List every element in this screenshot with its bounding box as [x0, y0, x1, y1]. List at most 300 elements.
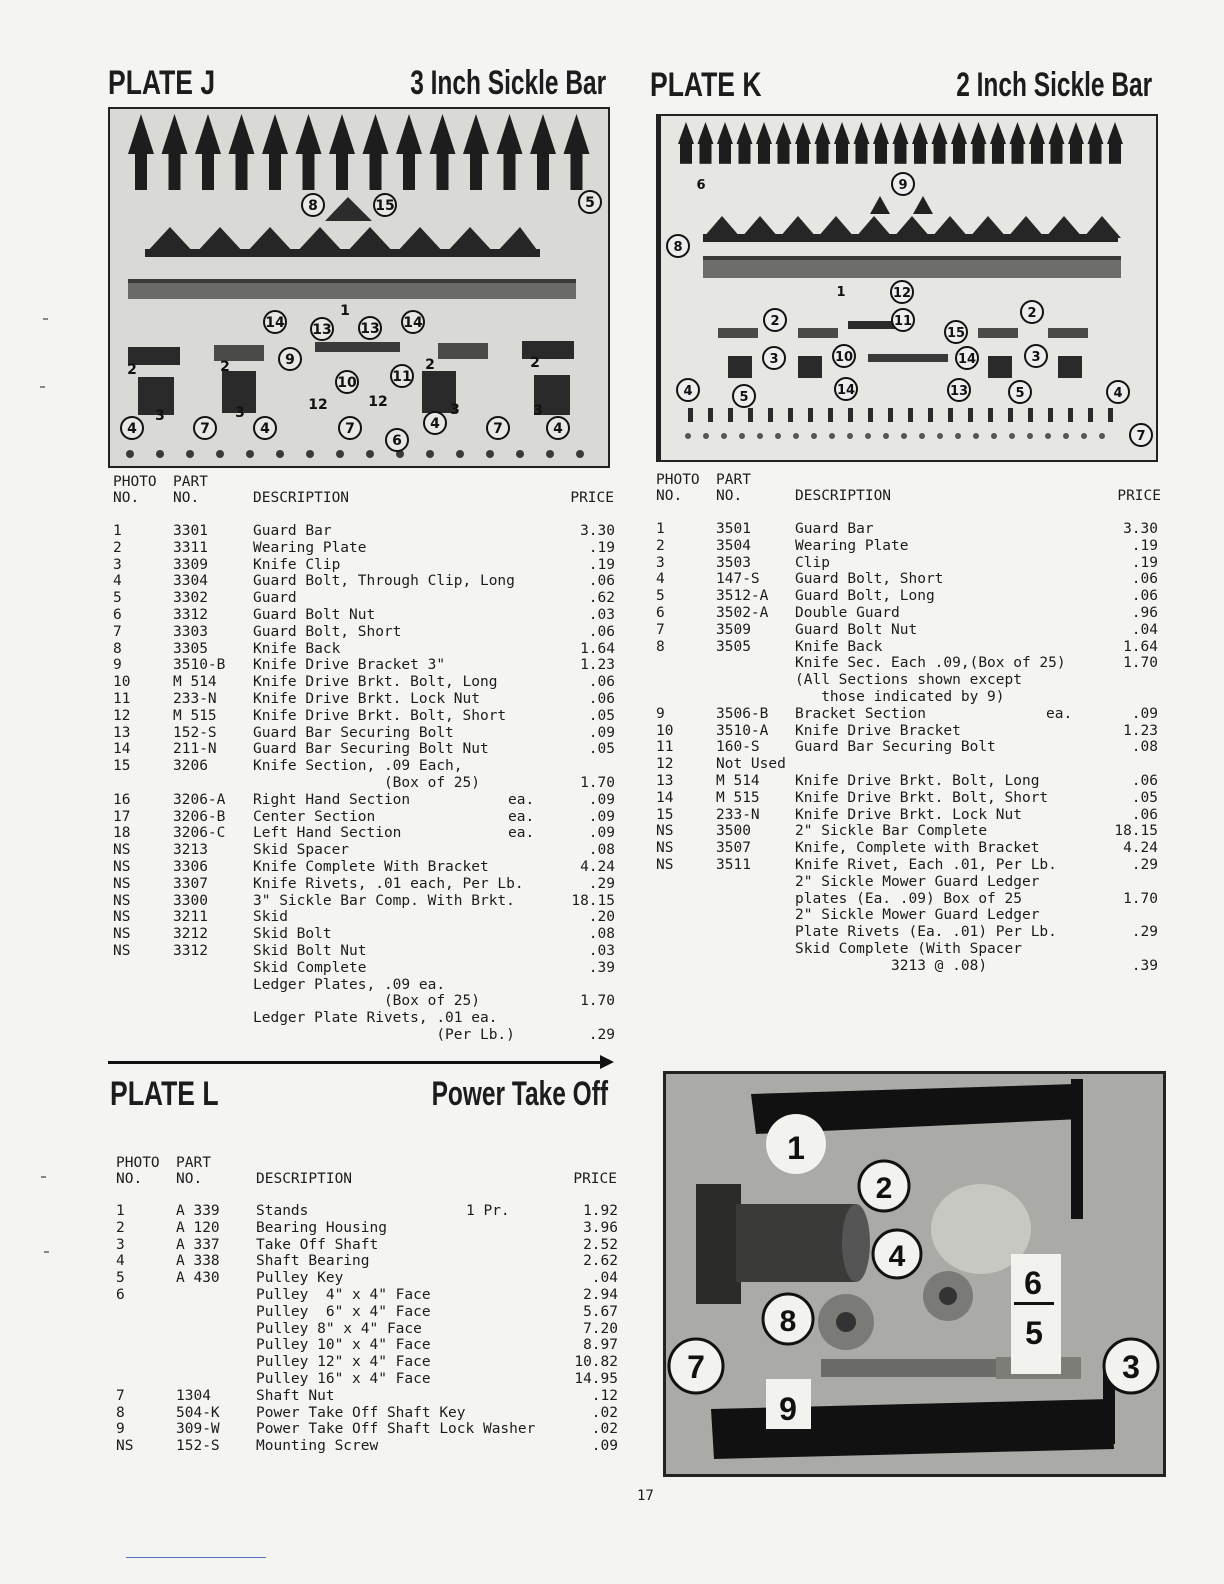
callout-3a: 3 — [769, 352, 779, 367]
table-row — [113, 708, 615, 725]
callout-14b: 14 — [836, 383, 856, 398]
callout-3d: 3 — [533, 403, 543, 419]
photo-no-cell: 18 — [113, 825, 131, 842]
photo-no-cell: 17 — [113, 808, 131, 825]
guard-shank — [1109, 144, 1121, 164]
nut — [793, 433, 799, 439]
description-cell: 2" Sickle Bar Complete — [795, 823, 988, 840]
plate-j-parts-table — [113, 523, 615, 1044]
photo-no-cell: 8 — [656, 638, 665, 655]
table-row — [656, 907, 1158, 924]
description-cell: Pulley 10" x 4" Face — [256, 1337, 431, 1354]
description-cell: Wearing Plate — [253, 539, 367, 556]
price-cell: .29 — [1131, 856, 1158, 873]
description-cell: Knife Section, .09 Each, — [253, 758, 463, 775]
photo-no-cell: NS — [113, 875, 131, 892]
part-no-cell: A 430 — [176, 1270, 220, 1287]
price-cell: .19 — [1131, 554, 1158, 571]
table-row — [113, 842, 615, 859]
part-col-label-2: NO. — [173, 490, 200, 506]
plate-k-parts-illustration — [658, 116, 1156, 460]
callout-9: 9 — [285, 352, 295, 368]
table-row — [656, 689, 1158, 706]
bolt — [788, 408, 793, 422]
description-cell: Wearing Plate — [795, 537, 909, 554]
callout-2d: 2 — [530, 355, 540, 371]
part-no-cell: 1304 — [176, 1387, 211, 1404]
table-row — [656, 555, 1158, 572]
part-no-cell: 309-W — [176, 1421, 220, 1438]
price-cell: 3.96 — [583, 1219, 618, 1236]
price-cell: 2.52 — [583, 1236, 618, 1253]
table-row — [656, 773, 1158, 790]
callout-14b: 14 — [403, 315, 423, 331]
description-cell: Pulley 12" x 4" Face — [256, 1354, 431, 1371]
price-cell: 18.15 — [571, 892, 615, 909]
part-no-cell: 152-S — [173, 724, 217, 741]
nut — [1063, 433, 1069, 439]
table-row — [116, 1253, 618, 1270]
callout-5b: 5 — [1015, 386, 1025, 401]
part-no-cell: 3212 — [173, 926, 208, 943]
part-no-cell: 3303 — [173, 623, 208, 640]
table-row — [656, 655, 1158, 672]
description-cell: Guard Bar Securing Bolt Nut — [253, 741, 489, 758]
guard-shank — [836, 144, 848, 164]
table-row — [656, 924, 1158, 941]
table-row — [113, 741, 615, 758]
photo-no-cell: NS — [113, 842, 131, 859]
price-cell: .39 — [1131, 957, 1158, 974]
price-cell: 1.23 — [580, 657, 615, 674]
nut — [829, 433, 835, 439]
callout-15: 15 — [375, 198, 395, 214]
bolt — [848, 408, 853, 422]
price-cell: 1.92 — [583, 1203, 618, 1219]
guard-shank — [1031, 144, 1043, 164]
photo-col-label: PHOTO — [116, 1155, 160, 1171]
part-no-cell: 233-N — [716, 806, 760, 823]
price-cell: 1.64 — [1123, 638, 1158, 655]
nut — [721, 433, 727, 439]
nut — [126, 450, 134, 458]
table-row — [656, 941, 1158, 958]
price-cell: .06 — [1131, 772, 1158, 789]
price-cell: .29 — [588, 1026, 615, 1043]
price-cell: .06 — [588, 690, 615, 707]
photo-no-cell: 13 — [656, 772, 674, 789]
nut — [955, 433, 961, 439]
plate-k-subtitle: 2 Inch Sickle Bar — [956, 66, 1152, 104]
unit-cell: ea. — [508, 791, 535, 808]
photo-no-cell: 15 — [656, 806, 674, 823]
callout-7c: 7 — [493, 421, 503, 437]
callout-7b: 7 — [345, 421, 355, 437]
nut — [486, 450, 494, 458]
nut — [426, 450, 434, 458]
price-cell: 8.97 — [583, 1337, 618, 1354]
nut — [1099, 433, 1105, 439]
table-row — [116, 1438, 618, 1455]
nut — [216, 450, 224, 458]
photo-no-cell: 6 — [113, 606, 122, 623]
table-row — [113, 557, 615, 574]
part-no-cell: 3507 — [716, 840, 751, 857]
description-cell: Knife Drive Brkt. Bolt, Short — [795, 789, 1049, 806]
table-row — [113, 1027, 615, 1044]
guard-shank — [1051, 144, 1063, 164]
price-cell: 1.64 — [580, 640, 615, 657]
nut — [156, 450, 164, 458]
part-no-cell: 3500 — [716, 823, 751, 840]
description-col-label: DESCRIPTION — [256, 1171, 353, 1187]
section-divider-arrow — [108, 1061, 606, 1064]
description-cell: Knife Drive Brkt. Bolt, Long — [795, 772, 1040, 789]
price-cell: 10.82 — [574, 1354, 618, 1371]
table-row — [116, 1405, 618, 1422]
part-no-cell: 3510-A — [716, 722, 769, 739]
part-no-cell: 3211 — [173, 909, 208, 926]
photo-no-cell: NS — [113, 942, 131, 959]
bolt — [1028, 408, 1033, 422]
table-row — [656, 571, 1158, 588]
table-row — [113, 624, 615, 641]
table-row — [116, 1237, 618, 1254]
price-cell: .05 — [1131, 789, 1158, 806]
part-no-cell: 3511 — [716, 856, 751, 873]
guard-shank — [758, 144, 770, 164]
callout-11: 11 — [392, 369, 412, 385]
photo-no-cell: 9 — [116, 1421, 125, 1438]
price-col-label: PRICE — [573, 1171, 617, 1187]
table-row — [113, 523, 615, 540]
description-cell: Left Hand Section — [253, 825, 402, 842]
part-no-cell: 233-N — [173, 690, 217, 707]
nut — [991, 433, 997, 439]
price-cell: .20 — [588, 909, 615, 926]
part-no-cell: 211-N — [173, 741, 217, 758]
table-row — [113, 573, 615, 590]
photo-no-cell: NS — [116, 1438, 134, 1455]
guard-shank — [403, 154, 415, 190]
price-cell: 1.70 — [580, 774, 615, 791]
plate-k-photo — [656, 114, 1158, 462]
callout-3: 3 — [1122, 1349, 1140, 1385]
photo-col-label-2: NO. — [113, 490, 140, 506]
table-row — [116, 1371, 618, 1388]
plate-l-table-header — [116, 1155, 621, 1191]
plate-k-title: PLATE K — [650, 66, 762, 104]
part-no-cell: 3312 — [173, 942, 208, 959]
table-row — [113, 825, 615, 842]
photo-no-cell: 3 — [656, 554, 665, 571]
unit-cell: 1 Pr. — [466, 1203, 510, 1219]
callout-2c: 2 — [425, 357, 435, 373]
callout-3b: 3 — [1031, 350, 1041, 365]
photo-no-cell: 3 — [113, 556, 122, 573]
table-row — [656, 958, 1158, 975]
table-row — [656, 605, 1158, 622]
photo-no-cell: 14 — [656, 789, 674, 806]
plate-l-subtitle: Power Take Off — [431, 1075, 608, 1113]
table-row — [116, 1203, 618, 1220]
description-cell: Stands — [256, 1203, 309, 1219]
price-cell: .29 — [588, 875, 615, 892]
description-cell: Guard Bolt, Long — [795, 588, 935, 605]
table-row — [116, 1354, 618, 1371]
guard-shank — [504, 154, 516, 190]
price-cell: .09 — [1131, 705, 1158, 722]
table-row — [656, 739, 1158, 756]
part-col-label-2: NO. — [716, 488, 743, 504]
table-row — [113, 641, 615, 658]
price-cell: .03 — [588, 606, 615, 623]
description-cell: Skid Spacer — [253, 842, 350, 859]
table-row — [113, 607, 615, 624]
description-cell: (All Sections shown except — [795, 672, 1022, 689]
guard-shank — [719, 144, 731, 164]
bolt — [868, 408, 873, 422]
price-cell: 5.67 — [583, 1303, 618, 1320]
price-cell: 1.70 — [580, 993, 615, 1010]
plate-j-title: PLATE J — [108, 64, 216, 102]
callout-15: 15 — [946, 326, 966, 341]
guard-shank — [817, 144, 829, 164]
price-cell: .06 — [1131, 571, 1158, 588]
part-col-label-2: NO. — [176, 1171, 203, 1187]
callout-3a: 3 — [155, 408, 165, 424]
description-cell: Shaft Bearing — [256, 1253, 370, 1270]
nut — [186, 450, 194, 458]
price-cell: 4.24 — [1123, 840, 1158, 857]
photo-no-cell: 2 — [113, 539, 122, 556]
description-cell: Bracket Section — [795, 705, 926, 722]
nut — [901, 433, 907, 439]
part-no-cell: 3501 — [716, 521, 751, 537]
bolt — [708, 408, 713, 422]
table-row — [113, 657, 615, 674]
part-no-cell: A 120 — [176, 1219, 220, 1236]
table-row — [113, 876, 615, 893]
callout-7: 7 — [1136, 429, 1146, 444]
bolt — [1088, 408, 1093, 422]
table-row — [113, 993, 615, 1010]
callout-9: 9 — [779, 1391, 797, 1427]
guard-shank — [914, 144, 926, 164]
bolt — [968, 408, 973, 422]
callout-5a: 5 — [739, 390, 749, 405]
photo-no-cell: 9 — [113, 657, 122, 674]
description-cell: Guard Bar Securing Bolt — [795, 739, 996, 756]
photo-col-label-2: NO. — [656, 488, 683, 504]
callout-14a: 14 — [265, 315, 285, 331]
callout-4c: 4 — [430, 416, 440, 432]
table-row — [656, 588, 1158, 605]
nut — [685, 433, 691, 439]
table-row — [113, 540, 615, 557]
plate-l-parts-table — [116, 1203, 618, 1455]
price-cell: 1.70 — [1123, 890, 1158, 907]
price-cell: .09 — [588, 808, 615, 825]
photo-no-cell: 2 — [116, 1219, 125, 1236]
description-cell: plates (Ea. .09) Box of 25 — [795, 890, 1022, 907]
nut — [811, 433, 817, 439]
photo-no-cell: 8 — [113, 640, 122, 657]
table-row — [116, 1287, 618, 1304]
nut — [306, 450, 314, 458]
part-no-cell: 3302 — [173, 590, 208, 607]
description-cell: Knife Drive Bracket — [795, 722, 961, 739]
price-cell: .03 — [588, 942, 615, 959]
part-no-cell: 3206 — [173, 758, 208, 775]
part-no-cell: 3307 — [173, 875, 208, 892]
photo-no-cell: 10 — [113, 674, 131, 691]
part-no-cell: M 514 — [173, 674, 217, 691]
guard-shank — [700, 144, 712, 164]
callout-6: 6 — [392, 433, 402, 449]
price-cell: 18.15 — [1114, 823, 1158, 840]
guard-shank — [336, 154, 348, 190]
part-no-cell: Not Used — [716, 756, 786, 773]
callout-9: 9 — [898, 178, 908, 193]
part-no-cell: 3206-B — [173, 808, 226, 825]
plate-l-parts-illustration — [666, 1074, 1163, 1474]
price-col-label: PRICE — [1117, 488, 1161, 504]
callout-10: 10 — [337, 375, 357, 391]
table-row — [656, 891, 1158, 908]
description-cell: Knife Drive Bracket 3" — [253, 657, 446, 674]
description-cell: Double Guard — [795, 604, 900, 621]
bolt — [728, 408, 733, 422]
callout-14a: 14 — [957, 352, 977, 367]
table-row — [113, 893, 615, 910]
table-row — [656, 521, 1158, 538]
description-cell: Take Off Shaft — [256, 1236, 379, 1253]
photo-no-cell: 8 — [116, 1404, 125, 1421]
photo-no-cell: NS — [656, 840, 674, 857]
photo-col-label: PHOTO — [113, 474, 157, 490]
price-cell: .02 — [591, 1421, 618, 1438]
part-no-cell: 3505 — [716, 638, 751, 655]
part-no-cell: 160-S — [716, 739, 760, 756]
photo-no-cell: 10 — [656, 722, 674, 739]
nut — [775, 433, 781, 439]
price-cell: .04 — [591, 1270, 618, 1287]
price-cell: .96 — [1131, 604, 1158, 621]
part-no-cell: 3503 — [716, 554, 751, 571]
description-cell: Right Hand Section — [253, 791, 411, 808]
photo-no-cell: 3 — [116, 1236, 125, 1253]
nut — [883, 433, 889, 439]
description-cell: Ledger Plates, .09 ea. — [253, 976, 446, 993]
guard-shank — [236, 154, 248, 190]
plate-j-table-header — [113, 474, 618, 510]
photo-no-cell: 5 — [113, 590, 122, 607]
guard-shank — [739, 144, 751, 164]
callout-2a: 2 — [770, 314, 780, 329]
part-no-cell: 3213 — [173, 842, 208, 859]
table-row — [656, 723, 1158, 740]
part-no-cell: 3509 — [716, 621, 751, 638]
part-col-label: PART — [176, 1155, 211, 1171]
price-cell: 4.24 — [580, 858, 615, 875]
price-cell: .39 — [588, 959, 615, 976]
price-cell: 3.30 — [580, 523, 615, 539]
table-row — [656, 857, 1158, 874]
part-no-cell: 3304 — [173, 573, 208, 590]
description-cell: (Box of 25) — [253, 993, 480, 1010]
guard-shank — [973, 144, 985, 164]
photo-no-cell: 11 — [656, 739, 674, 756]
plate-l-title: PLATE L — [110, 1075, 219, 1113]
nut — [937, 433, 943, 439]
guard-shank — [875, 144, 887, 164]
nut — [546, 450, 554, 458]
callout-10: 10 — [834, 350, 854, 365]
part-no-cell: 3206-A — [173, 791, 226, 808]
callout-6: 6 — [1024, 1265, 1042, 1301]
photo-no-cell: 5 — [656, 588, 665, 605]
description-cell: Skid Complete — [253, 959, 367, 976]
description-cell: Bearing Housing — [256, 1219, 387, 1236]
photo-col-label-2: NO. — [116, 1171, 143, 1187]
table-row — [113, 775, 615, 792]
nut — [703, 433, 709, 439]
price-cell: .08 — [588, 842, 615, 859]
table-row — [113, 977, 615, 994]
photo-no-cell: NS — [656, 823, 674, 840]
table-row — [113, 691, 615, 708]
nut — [456, 450, 464, 458]
part-no-cell: 3300 — [173, 892, 208, 909]
description-cell: Knife Drive Brkt. Bolt, Short — [253, 707, 507, 724]
description-cell: Knife Drive Brkt. Bolt, Long — [253, 674, 498, 691]
callout-8: 8 — [308, 198, 318, 214]
callout-3b: 3 — [235, 405, 245, 421]
guard-shank — [1012, 144, 1024, 164]
guard-shank — [680, 144, 692, 164]
callout-1: 1 — [787, 1130, 805, 1166]
description-cell: Knife Sec. Each .09,(Box of 25) — [795, 655, 1066, 672]
table-row — [656, 622, 1158, 639]
guard-shank — [571, 154, 583, 190]
table-row — [116, 1270, 618, 1287]
bolt — [1008, 408, 1013, 422]
photo-no-cell: 4 — [116, 1253, 125, 1270]
description-cell: Shaft Nut — [256, 1387, 335, 1404]
part-no-cell: 3301 — [173, 523, 208, 539]
price-cell: .09 — [588, 724, 615, 741]
price-cell: .09 — [591, 1438, 618, 1455]
table-row — [656, 639, 1158, 656]
price-cell: .19 — [588, 539, 615, 556]
callout-1: 1 — [340, 303, 350, 319]
photo-no-cell: 11 — [113, 690, 131, 707]
plate-l-photo — [663, 1071, 1166, 1477]
nut — [1081, 433, 1087, 439]
guard-shank — [135, 154, 147, 190]
photo-no-cell: 5 — [116, 1270, 125, 1287]
description-cell: Guard Bar Securing Bolt — [253, 724, 454, 741]
table-row — [116, 1304, 618, 1321]
scan-edge-line — [126, 1557, 266, 1558]
part-no-cell: 3305 — [173, 640, 208, 657]
photo-no-cell: 9 — [656, 705, 665, 722]
nut — [576, 450, 584, 458]
price-cell: 2.94 — [583, 1286, 618, 1303]
table-row — [113, 725, 615, 742]
part-no-cell: 3504 — [716, 537, 751, 554]
